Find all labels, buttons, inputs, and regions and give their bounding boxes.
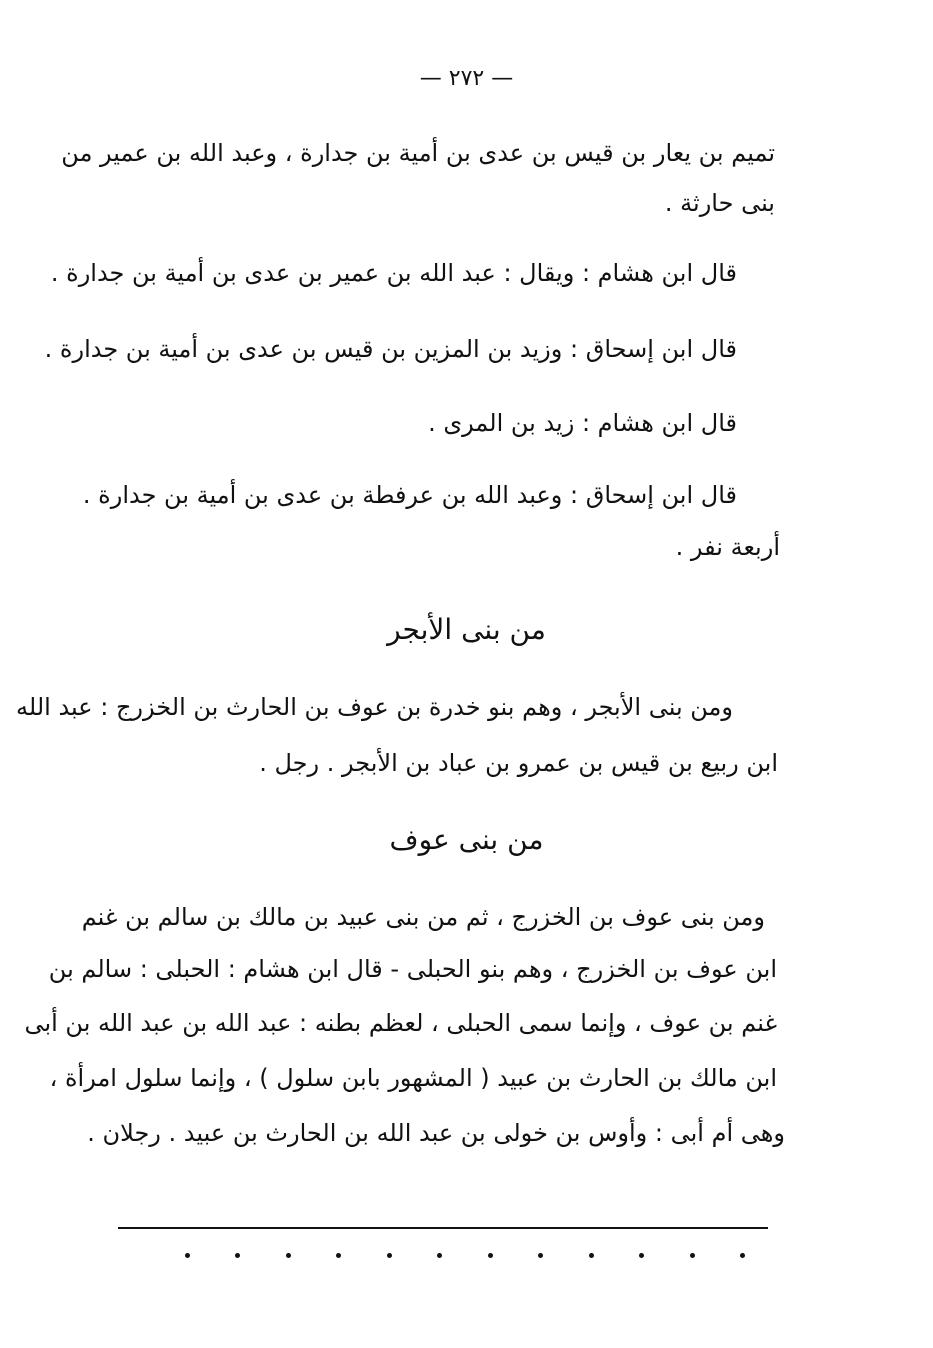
- section-heading: من بنى الأبجر: [387, 613, 546, 646]
- text-line: بنى حارثة .: [664, 189, 775, 217]
- dot: [336, 1253, 341, 1258]
- text-line: ومن بنى الأبجر ، وهم بنو خدرة بن عوف بن الحارث بن الخزرج : عبد الله: [16, 693, 733, 721]
- dot: [286, 1253, 291, 1258]
- text-line: ابن عوف بن الخزرج ، وهم بنو الحبلى - قال ابن هشام : الحبلى : سالم بن: [48, 955, 777, 983]
- text-line: وهى أم أبى : وأوس بن خولى بن عبد الله بن الحارث بن عبيد . رجلان .: [87, 1119, 785, 1147]
- text-line: قال ابن إسحاق : وزيد بن المزين بن قيس بن عدى بن أمية بن جدارة .: [44, 335, 737, 363]
- text-line: قال ابن هشام : زيد بن المرى .: [428, 409, 737, 437]
- footer-rule: [118, 1227, 768, 1229]
- dot: [185, 1253, 190, 1258]
- text-line: ابن ربيع بن قيس بن عمرو بن عباد بن الأبجر . رجل .: [259, 749, 778, 777]
- text-line: قال ابن إسحاق : وعبد الله بن عرفطة بن عدى بن أمية بن جدارة .: [82, 481, 737, 509]
- page-number: — ٢٧٢ —: [419, 66, 514, 91]
- dot: [235, 1253, 240, 1258]
- dot: [740, 1253, 745, 1258]
- text-line: قال ابن هشام : ويقال : عبد الله بن عمير بن عدى بن أمية بن جدارة .: [50, 259, 737, 287]
- footer-dots: [185, 1253, 745, 1258]
- text-line: غنم بن عوف ، وإنما سمى الحبلى ، لعظم بطنه : عبد الله بن عبد الله بن أبى: [24, 1009, 777, 1037]
- dot: [639, 1253, 644, 1258]
- text-line: ومن بنى عوف بن الخزرج ، ثم من بنى عبيد بن مالك بن سالم بن غنم: [81, 903, 765, 931]
- dot: [387, 1253, 392, 1258]
- dot: [437, 1253, 442, 1258]
- dot: [538, 1253, 543, 1258]
- dot: [690, 1253, 695, 1258]
- text-line: تميم بن يعار بن قيس بن عدى بن أمية بن جدارة ، وعبد الله بن عمير من: [61, 139, 775, 167]
- dot: [488, 1253, 493, 1258]
- text-line: أربعة نفر .: [675, 533, 780, 561]
- text-line: ابن مالك بن الحارث بن عبيد ( المشهور بابن سلول ) ، وإنما سلول امرأة ،: [49, 1064, 777, 1092]
- section-heading: من بنى عوف: [389, 823, 544, 856]
- dot: [589, 1253, 594, 1258]
